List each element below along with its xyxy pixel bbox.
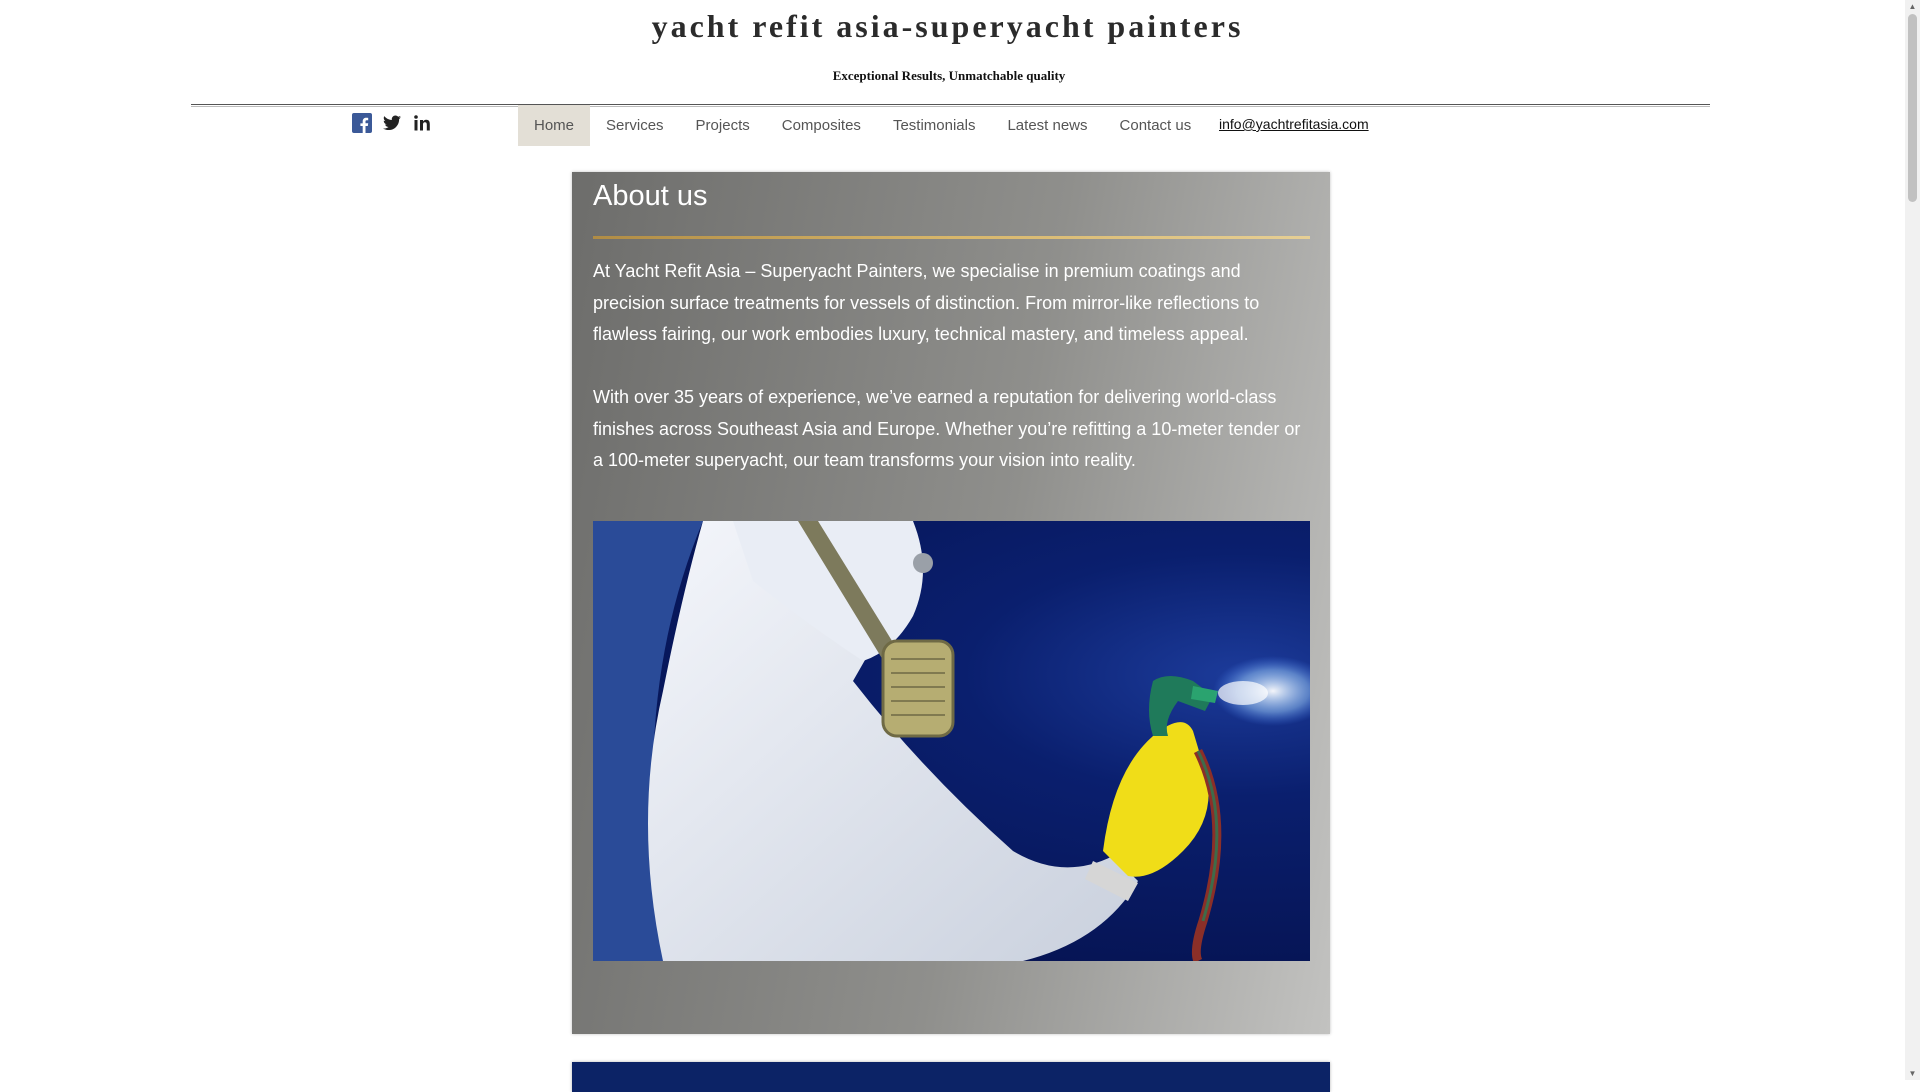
- twitter-icon[interactable]: [382, 113, 402, 133]
- tagline: Exceptional Results, Unmatchable quality: [832, 68, 1066, 83]
- about-divider: [593, 236, 1310, 239]
- scroll-thumb[interactable]: [1908, 14, 1917, 202]
- linkedin-icon[interactable]: [412, 113, 432, 133]
- about-title: About us: [593, 180, 708, 212]
- social-bar: [352, 113, 432, 133]
- about-paragraph-2: With over 35 years of experience, we’ve earned a reputation for delivering world-class finishes across Southeast Asia and Europe. Whether you’re refitting a 10-meter tender or a 100-meter superyacht, our team transforms your vision into reality.: [593, 387, 1301, 470]
- nav-latest-news[interactable]: Latest news: [1007, 117, 1088, 134]
- nav-composites[interactable]: Composites: [781, 117, 861, 134]
- nav-projects[interactable]: Projects: [695, 117, 750, 134]
- scroll-down-icon[interactable]: ▼: [1908, 1069, 1917, 1078]
- nav-services[interactable]: Services: [606, 117, 664, 134]
- nav-testimonials[interactable]: Testimonials: [892, 117, 976, 134]
- nav-home[interactable]: Home: [518, 105, 590, 146]
- email-link[interactable]: info@yachtrefitasia.com: [1219, 116, 1369, 132]
- site-title[interactable]: yacht refit asia-superyacht painters: [651, 8, 1244, 44]
- main-nav: [518, 105, 1207, 146]
- scrollbar[interactable]: [1905, 0, 1920, 1080]
- spray-painter-photo: [593, 521, 1310, 961]
- nav-contact-us[interactable]: Contact us: [1119, 117, 1192, 134]
- about-section: [572, 172, 1330, 1034]
- scroll-up-icon[interactable]: ▲: [1908, 2, 1917, 11]
- next-section: [572, 1062, 1330, 1092]
- about-paragraph-1: At Yacht Refit Asia – Superyacht Painters, we specialise in premium coatings and precision surface treatments for vessels of distinction. From mirror-like reflections to flawless fairing, our work embodies luxury, technical mastery, and timeless appeal.: [593, 261, 1260, 344]
- facebook-icon[interactable]: [352, 113, 372, 133]
